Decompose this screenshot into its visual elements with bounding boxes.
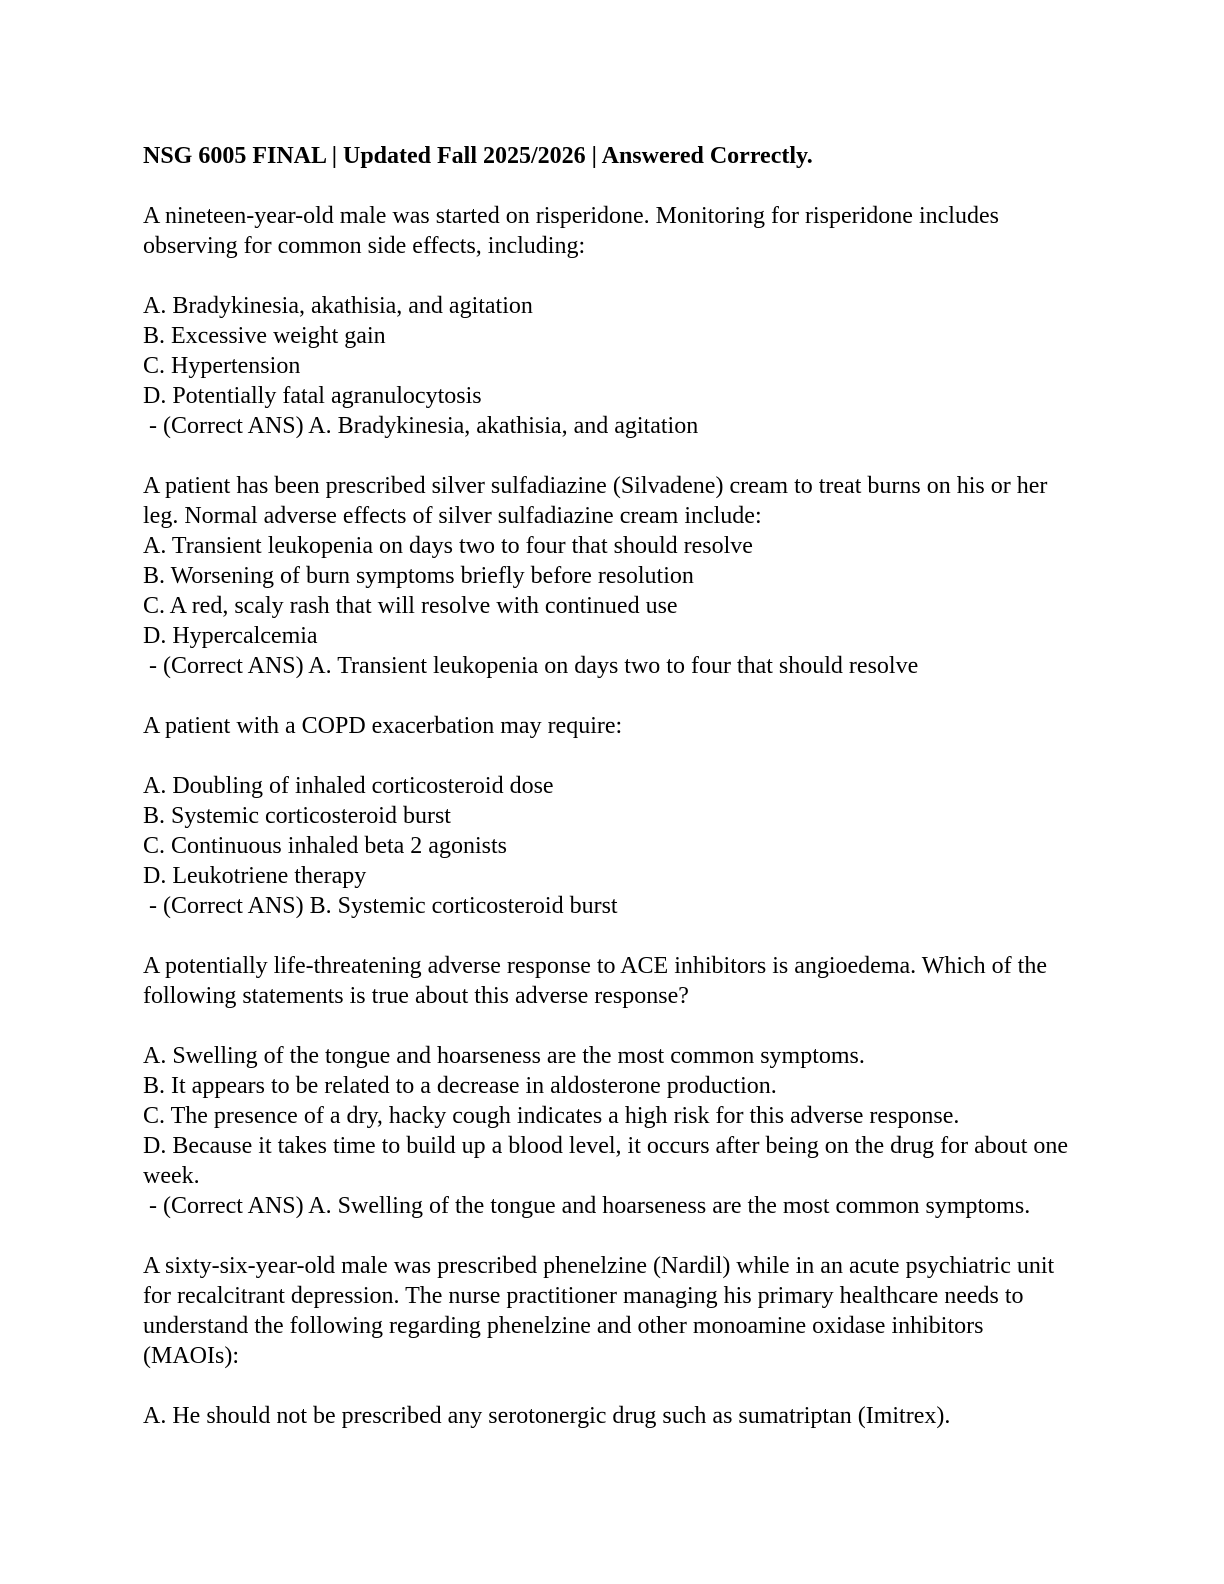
question-2 [143,471,1079,681]
option-line: A. Doubling of inhaled corticosteroid dose [143,773,554,799]
option-line: C. A red, scaly rash that will resolve with continued use [143,593,678,619]
option-line: C. Continuous inhaled beta 2 agonists [143,833,507,859]
option-line: B. Excessive weight gain [143,323,386,349]
question-stem: A potentially life-threatening adverse response to ACE inhibitors is angioedema. Which of the following statements is true about this adverse response? [143,953,1047,1009]
option-line: C. Hypertension [143,353,301,379]
question-4 [143,951,1079,1221]
correct-answer-line: - (Correct ANS) A. Bradykinesia, akathisia, and agitation [143,413,699,439]
options-group [143,531,1079,681]
options-group [143,1041,1079,1221]
question-5 [143,1251,1079,1431]
document-title: NSG 6005 FINAL | Updated Fall 2025/2026 | Answered Correctly. [143,143,813,169]
options-group [143,291,1079,441]
option-line: B. Systemic corticosteroid burst [143,803,451,829]
options-group [143,1401,1079,1431]
option-line: D. Hypercalcemia [143,623,318,649]
option-line: D. Leukotriene therapy [143,863,367,889]
option-line: A. Bradykinesia, akathisia, and agitation [143,293,533,319]
option-line: B. It appears to be related to a decrease in aldosterone production. [143,1073,777,1099]
option-line: D. Potentially fatal agranulocytosis [143,383,482,409]
question-stem: A patient has been prescribed silver sulfadiazine (Silvadene) cream to treat burns on his or her leg. Normal adverse effects of silver sulfadiazine cream include: [143,473,1048,529]
option-line: A. He should not be prescribed any serotonergic drug such as sumatriptan (Imitrex). [143,1403,951,1429]
question-stem: A sixty-six-year-old male was prescribed phenelzine (Nardil) while in an acute psychiatric unit for recalcitrant depression. The nurse practitioner managing his primary healthcare needs to understand the following regarding phenelzine and other monoamine oxidase inhibitors (MAOIs): [143,1253,1055,1369]
option-line: D. Because it takes time to build up a blood level, it occurs after being on the drug for about one week. [143,1133,1075,1189]
correct-answer-line: - (Correct ANS) B. Systemic corticosteroid burst [143,893,618,919]
options-group [143,771,1079,921]
option-line: B. Worsening of burn symptoms briefly before resolution [143,563,694,589]
question-1 [143,201,1079,441]
option-line: C. The presence of a dry, hacky cough indicates a high risk for this adverse response. [143,1103,960,1129]
option-line: A. Swelling of the tongue and hoarseness are the most common symptoms. [143,1043,865,1069]
correct-answer-line: - (Correct ANS) A. Swelling of the tongue and hoarseness are the most common symptoms. [143,1193,1031,1219]
question-stem: A nineteen-year-old male was started on risperidone. Monitoring for risperidone includes observing for common side effects, including: [143,203,999,259]
correct-answer-line: - (Correct ANS) A. Transient leukopenia on days two to four that should resolve [143,653,919,679]
option-line: A. Transient leukopenia on days two to four that should resolve [143,533,753,559]
question-stem: A patient with a COPD exacerbation may require: [143,713,623,739]
question-3 [143,711,1079,921]
